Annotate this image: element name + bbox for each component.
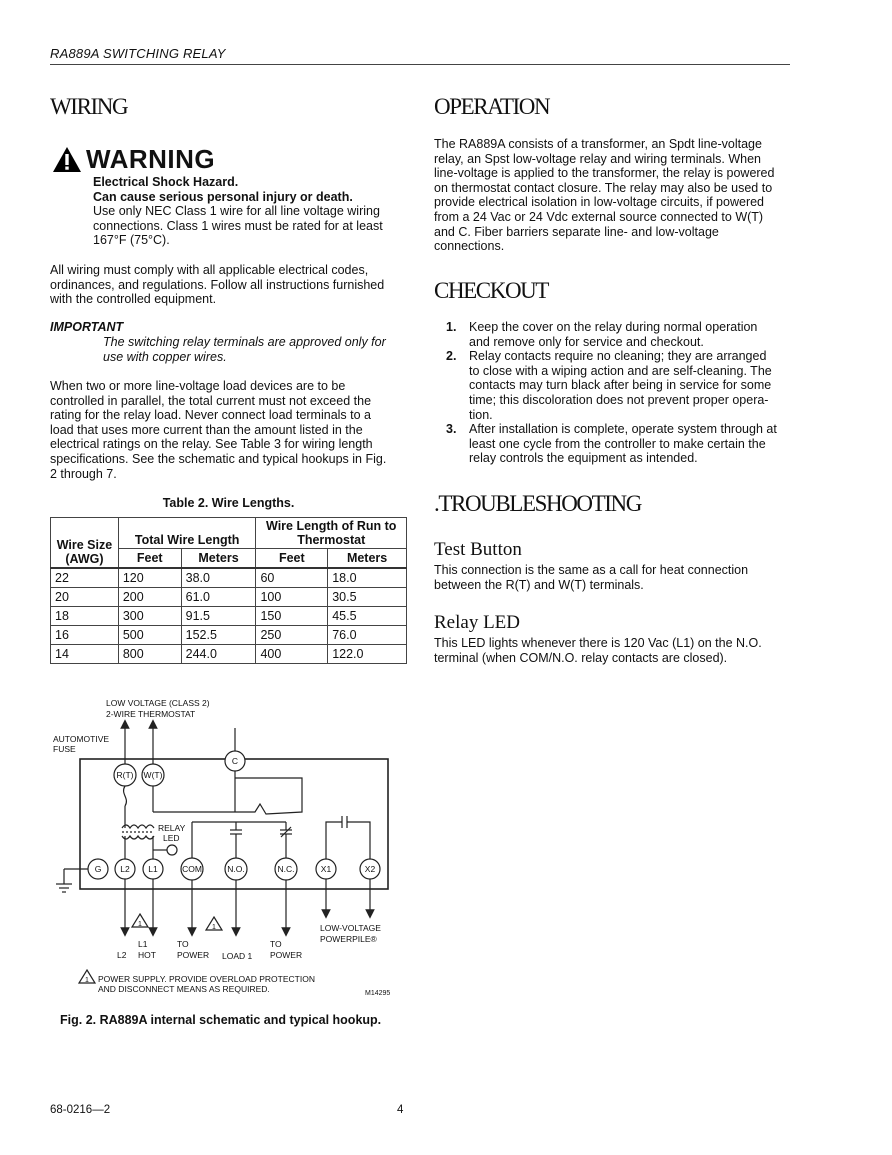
text-line: controlled in parallel, the total current must not exceed the bbox=[50, 393, 372, 408]
label-load-1: LOAD 1 bbox=[222, 951, 253, 961]
text-line: terminal (when COM/N.O. relay contacts are closed). bbox=[434, 650, 728, 665]
label-power-2: POWER bbox=[270, 950, 303, 960]
text-line: Keep the cover on the relay during normal operation bbox=[469, 320, 758, 334]
text-line: The switching relay terminals are approved only for bbox=[103, 335, 386, 349]
col-header-run-length: Wire Length of Run to Thermostat bbox=[256, 518, 407, 549]
text-line: All wiring must comply with all applicable electrical codes, bbox=[50, 263, 369, 277]
sub-header-meters: Meters bbox=[181, 549, 256, 569]
note-line-2: AND DISCONNECT MEANS AS REQUIRED. bbox=[98, 984, 270, 994]
doc-number: 68-0216—2 bbox=[50, 1104, 111, 1116]
page-number: 4 bbox=[397, 1104, 404, 1116]
triangle-number: 1 bbox=[85, 977, 89, 984]
label-g: G bbox=[94, 864, 102, 874]
label-x2: X2 bbox=[364, 864, 376, 874]
text-line: contacts may turn black after being in service for some bbox=[469, 378, 772, 393]
label-wt: W(T) bbox=[143, 770, 163, 780]
figure-caption: Fig. 2. RA889A internal schematic and typical hookup. bbox=[60, 1013, 382, 1027]
label-x1: X1 bbox=[320, 864, 332, 874]
label-power-1: POWER bbox=[177, 950, 210, 960]
important-label: IMPORTANT bbox=[50, 320, 124, 334]
text-line: use with copper wires. bbox=[103, 349, 227, 364]
step-number: 1. bbox=[446, 320, 457, 334]
table-cell: 400 bbox=[256, 645, 328, 664]
text-line: Relay contacts require no cleaning; they are arranged bbox=[469, 349, 767, 364]
text-line: relay, an Spst low-voltage relay and wiring terminals. When bbox=[434, 151, 761, 166]
wiring-paragraph-1 bbox=[50, 263, 415, 307]
text-line: ordinances, and regulations. Follow all instructions furnished bbox=[50, 277, 385, 292]
header-rule bbox=[50, 64, 790, 65]
table-cell: 152.5 bbox=[181, 626, 256, 645]
wire-lengths-table bbox=[50, 517, 407, 664]
table-cell: 38.0 bbox=[181, 568, 256, 588]
checkout-steps bbox=[434, 320, 794, 466]
table-cell: 244.0 bbox=[181, 645, 256, 664]
label-to-1: TO bbox=[177, 939, 189, 949]
table-cell: 100 bbox=[256, 588, 328, 607]
wiring-paragraph-2 bbox=[50, 379, 415, 481]
table-cell: 122.0 bbox=[328, 645, 407, 664]
text-line: rating for the relay load. Never connect load terminals to a bbox=[50, 408, 372, 423]
note-line-1: POWER SUPPLY. PROVIDE OVERLOAD PROTECTION bbox=[98, 974, 315, 984]
label-powerpile: POWERPILE® bbox=[320, 934, 377, 944]
triangle-number: 1 bbox=[212, 924, 216, 931]
table-cell: 120 bbox=[118, 568, 181, 588]
list-item bbox=[434, 422, 794, 466]
table-cell: 14 bbox=[51, 645, 119, 664]
label-led: LED bbox=[163, 833, 180, 843]
text-line: relay controls the equipment as intended. bbox=[469, 451, 698, 466]
label-automotive: AUTOMOTIVE bbox=[53, 734, 110, 744]
col-header-total-length: Total Wire Length bbox=[118, 518, 256, 549]
label-to-2: TO bbox=[270, 939, 282, 949]
text-line: with the controlled equipment. bbox=[50, 292, 217, 307]
label-no: N.O. bbox=[227, 864, 245, 874]
warning-hazard: Electrical Shock Hazard. bbox=[93, 175, 239, 189]
checkout-heading: CHECKOUT bbox=[434, 278, 549, 303]
table-row bbox=[51, 626, 407, 645]
warning-body bbox=[93, 175, 413, 248]
text-line: line-voltage is applied to the transformer, the relay is powered bbox=[434, 166, 775, 181]
table-row bbox=[51, 588, 407, 607]
table-cell: 500 bbox=[118, 626, 181, 645]
troubleshooting-heading: .TROUBLESHOOTING bbox=[434, 491, 641, 516]
label-com: COM bbox=[182, 864, 202, 874]
label-fuse: FUSE bbox=[53, 744, 76, 754]
table-cell: 18 bbox=[51, 607, 119, 626]
text-line: and C. Fiber barriers separate line- and low-voltage bbox=[434, 224, 719, 239]
warning-title bbox=[52, 144, 215, 175]
step-number: 3. bbox=[446, 422, 457, 437]
relay-led-paragraph bbox=[434, 636, 794, 665]
table-cell: 300 bbox=[118, 607, 181, 626]
table-caption: Table 2. Wire Lengths. bbox=[162, 496, 295, 510]
label-out-l2: L2 bbox=[117, 950, 127, 960]
table-row bbox=[51, 645, 407, 664]
table-row bbox=[51, 568, 407, 588]
table-cell: 61.0 bbox=[181, 588, 256, 607]
label-out-l1: L1 bbox=[138, 939, 148, 949]
sub-header-meters: Meters bbox=[328, 549, 407, 569]
text-line: After installation is complete, operate system through at bbox=[469, 422, 777, 437]
table-cell: 250 bbox=[256, 626, 328, 645]
label-low-voltage-out: LOW-VOLTAGE bbox=[320, 923, 381, 933]
figure-id: M14295 bbox=[365, 990, 391, 997]
text-line: The RA889A consists of a transformer, an Spdt line-voltage bbox=[434, 137, 762, 151]
test-button-heading: Test Button bbox=[434, 539, 522, 560]
table-cell: 18.0 bbox=[328, 568, 407, 588]
text-line: between the R(T) and W(T) terminals. bbox=[434, 577, 644, 592]
label-l1: L1 bbox=[148, 864, 158, 874]
table-cell: 76.0 bbox=[328, 626, 407, 645]
text-line: specifications. See the schematic and typical hookups in Fig. bbox=[50, 451, 387, 466]
text-line: on thermostat contact closure. The relay may also be used to bbox=[434, 180, 773, 195]
label-nc: N.C. bbox=[277, 864, 295, 874]
label-relay: RELAY bbox=[158, 823, 186, 833]
sub-header-feet: Feet bbox=[118, 549, 181, 569]
label-thermostat: 2-WIRE THERMOSTAT bbox=[106, 709, 196, 719]
label-l2: L2 bbox=[120, 864, 130, 874]
table-cell: 150 bbox=[256, 607, 328, 626]
warning-consequence: Can cause serious personal injury or death. bbox=[93, 189, 353, 204]
label-rt: R(T) bbox=[116, 770, 134, 780]
text-line: and remove only for service and checkout. bbox=[469, 334, 704, 349]
text-line: least one cycle from the controller to make certain the bbox=[469, 436, 766, 451]
operation-paragraph bbox=[434, 137, 794, 254]
text-line: tion. bbox=[469, 407, 493, 422]
text-line: from a 24 Vac or 24 Vdc external source connected to W(T) bbox=[434, 209, 764, 224]
table-cell: 800 bbox=[118, 645, 181, 664]
warning-line: 167°F (75°C). bbox=[93, 233, 170, 248]
col-header-wire-size: Wire Size (AWG) bbox=[51, 518, 119, 569]
wiring-heading: WIRING bbox=[50, 94, 128, 119]
table-row bbox=[51, 607, 407, 626]
triangle-number: 1 bbox=[138, 921, 142, 928]
table-cell: 60 bbox=[256, 568, 328, 588]
text-line: This LED lights whenever there is 120 Vac (L1) on the N.O. bbox=[434, 636, 762, 650]
text-line: When two or more line-voltage load devices are to be bbox=[50, 379, 346, 393]
sub-header-feet: Feet bbox=[256, 549, 328, 569]
text-line: load that uses more current than the amount listed in the bbox=[50, 422, 363, 437]
operation-heading: OPERATION bbox=[434, 94, 550, 119]
list-item bbox=[434, 349, 794, 422]
table-cell: 16 bbox=[51, 626, 119, 645]
relay-led-heading: Relay LED bbox=[434, 612, 521, 633]
table-cell: 45.5 bbox=[328, 607, 407, 626]
running-header: RA889A SWITCHING RELAY bbox=[50, 46, 226, 61]
warning-line: connections. Class 1 wires must be rated for at least bbox=[93, 218, 383, 233]
table-cell: 91.5 bbox=[181, 607, 256, 626]
text-line: 2 through 7. bbox=[50, 466, 117, 481]
text-line: This connection is the same as a call for heat connection bbox=[434, 563, 749, 577]
text-line: electrical ratings on the relay. See Table 3 for wiring length bbox=[50, 437, 373, 452]
table-cell: 22 bbox=[51, 568, 119, 588]
table-cell: 30.5 bbox=[328, 588, 407, 607]
test-button-paragraph bbox=[434, 563, 794, 592]
text-line: time; this discoloration does not prevent proper opera- bbox=[469, 392, 769, 407]
schematic-diagram bbox=[50, 694, 410, 1004]
warning-triangle-icon bbox=[52, 146, 82, 173]
label-low-voltage: LOW VOLTAGE (CLASS 2) bbox=[106, 698, 210, 708]
list-item bbox=[434, 320, 794, 349]
warning-line: Use only NEC Class 1 wire for all line voltage wiring bbox=[93, 204, 380, 219]
text-line: to close with a wiping action and are self-cleaning. The bbox=[469, 363, 772, 378]
text-line: connections. bbox=[434, 239, 505, 254]
step-number: 2. bbox=[446, 349, 457, 364]
warning-word: WARNING bbox=[86, 144, 216, 174]
table-cell: 20 bbox=[51, 588, 119, 607]
label-c: C bbox=[231, 756, 239, 766]
table-cell: 200 bbox=[118, 588, 181, 607]
important-note bbox=[103, 335, 413, 364]
label-out-hot: HOT bbox=[138, 950, 156, 960]
text-line: provide electrical isolation in low-voltage circuits, if powered bbox=[434, 195, 765, 210]
